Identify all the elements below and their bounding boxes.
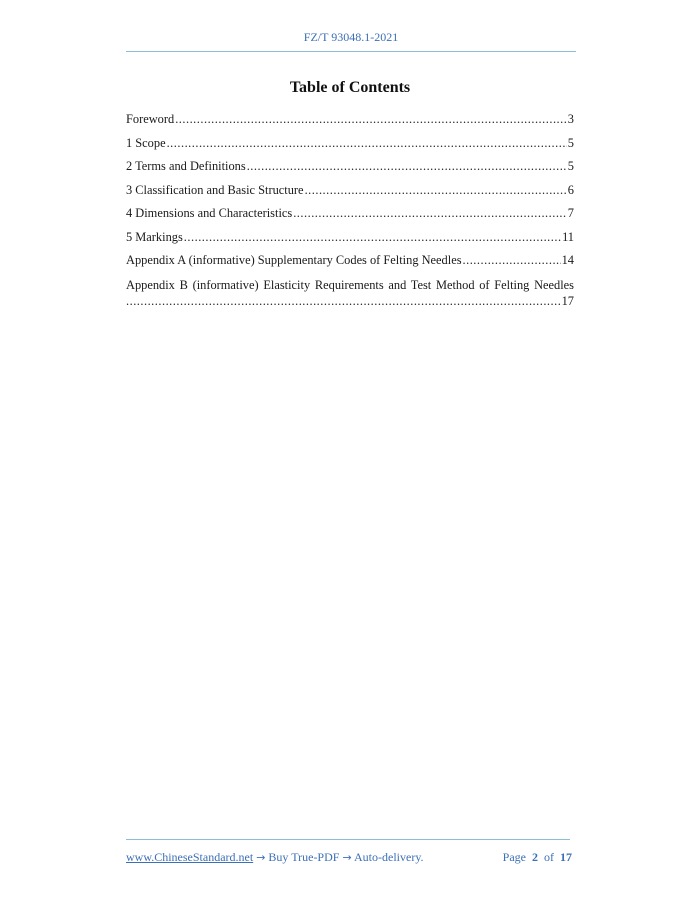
toc-entry-page: 17: [561, 293, 574, 308]
toc-entry-label: 3 Classification and Basic Structure: [126, 182, 304, 197]
dot-leader: [175, 112, 567, 127]
toc-entry-page: 5: [567, 159, 574, 173]
of-word: of: [544, 850, 554, 864]
toc-title: Table of Contents: [289, 79, 411, 96]
site-link[interactable]: www.ChineseStandard.net: [126, 850, 254, 864]
dot-leader: [293, 206, 567, 221]
toc-entry-dimensions[interactable]: [126, 206, 574, 230]
toc-entry-page: 3: [567, 112, 574, 126]
toc-entry-page: 14: [561, 253, 574, 267]
dot-leader: [167, 136, 567, 151]
toc-entry-appendix-a[interactable]: [126, 253, 574, 277]
dot-leader: [247, 159, 567, 174]
toc-entry-page: 5: [567, 135, 574, 150]
toc-entry-appendix-b[interactable]: [126, 277, 574, 314]
footer-divider: [126, 839, 570, 840]
toc-entry-classification[interactable]: [126, 183, 574, 207]
total-pages-number: 17: [560, 850, 572, 864]
dot-leader: [305, 183, 567, 198]
toc-entry-page: 11: [562, 229, 574, 244]
dot-leader: [463, 253, 561, 268]
toc-entry-label: Foreword: [126, 112, 175, 126]
header-divider: [126, 51, 576, 52]
toc-entry-label: 4 Dimensions and Characteristics: [126, 206, 293, 220]
page-footer: [126, 850, 572, 865]
toc-entry-scope[interactable]: [126, 136, 574, 160]
toc-entry-markings[interactable]: [126, 230, 574, 254]
table-of-contents: [126, 112, 574, 314]
arrow-right-icon: →: [256, 851, 266, 864]
dot-leader: [126, 294, 561, 309]
standard-code: FZ/T 93048.1-2021: [303, 30, 399, 44]
toc-entry-page: 7: [567, 206, 574, 220]
page-indicator: [503, 850, 572, 865]
toc-entry-foreword[interactable]: [126, 112, 574, 136]
dot-leader: [184, 230, 561, 245]
toc-entry-leader-line: [126, 294, 574, 314]
current-page-number: 2: [532, 850, 538, 864]
arrow-right-icon: →: [342, 851, 352, 864]
toc-entry-label: 2 Terms and Definitions: [126, 159, 246, 173]
buy-true-pdf-text: Buy True-PDF: [268, 850, 340, 864]
toc-entry-label: Appendix A (informative) Supplementary Codes of Felting Needles: [126, 253, 462, 267]
page-header: [126, 30, 576, 45]
toc-entry-terms-and-definitions[interactable]: [126, 159, 574, 183]
page-word: Page: [502, 850, 526, 864]
auto-delivery-text: Auto-delivery.: [354, 850, 424, 864]
toc-entry-label: Appendix B (informative) Elasticity Requirements and Test Method of Felting Needles: [126, 277, 574, 292]
toc-entry-label: 1 Scope: [126, 135, 166, 150]
toc-entry-page: 6: [567, 182, 574, 197]
toc-entry-label: 5 Markings: [126, 229, 183, 244]
